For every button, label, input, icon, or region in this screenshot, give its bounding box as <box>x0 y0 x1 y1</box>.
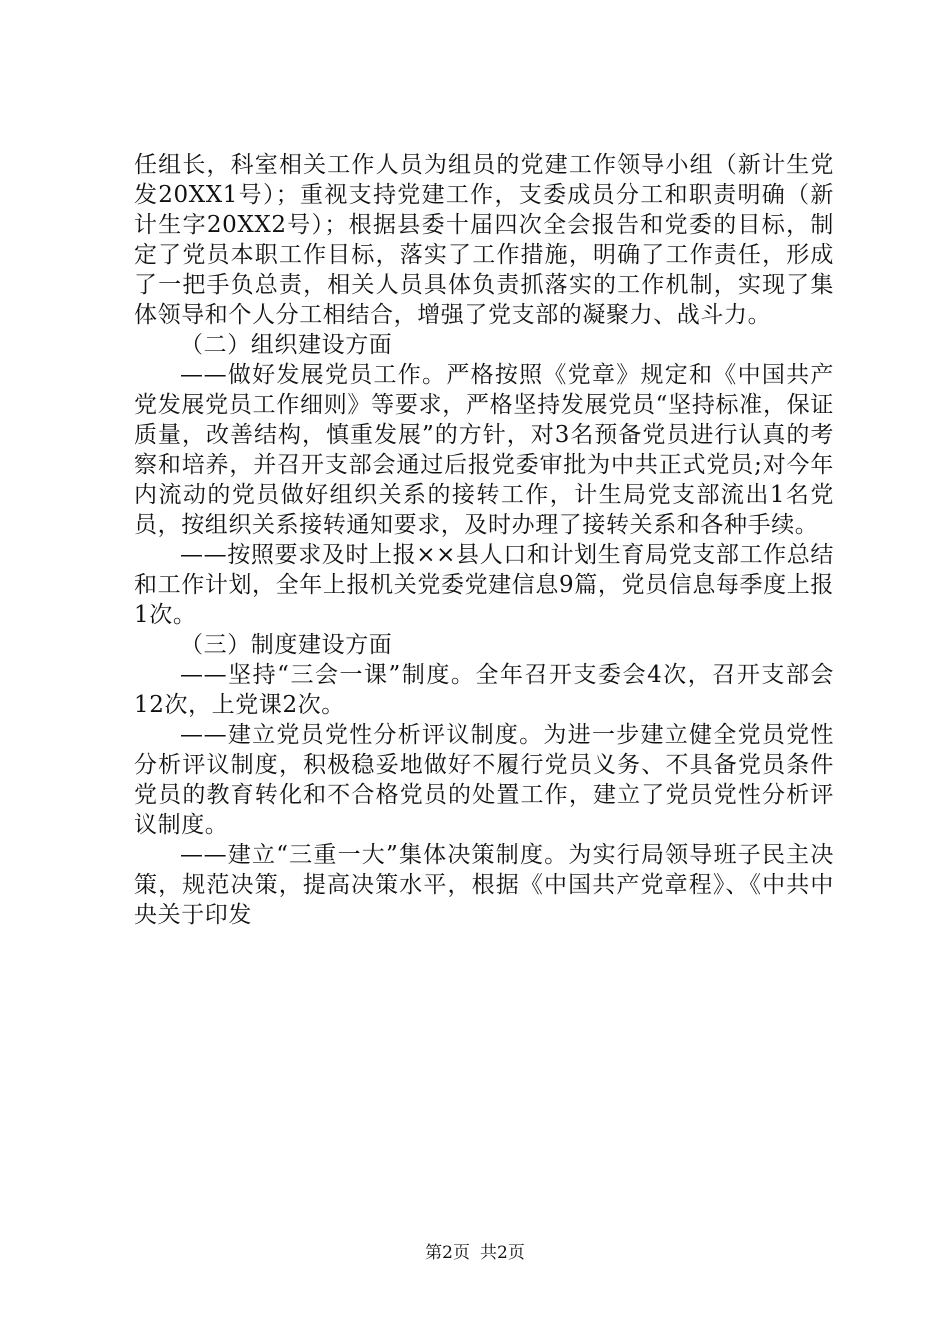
page-number: 第2页 <box>425 1243 470 1263</box>
document-body <box>134 150 834 930</box>
paragraph-collective-decision: ——建立“三重一大”集体决策制度。为实行局领导班子民主决策，规范决策，提高决策水平，根据《中国共产党章程》、《中共中央关于印发 <box>134 842 834 928</box>
page-footer <box>0 1242 950 1264</box>
paragraph-three-meetings: ——坚持“三会一课”制度。全年召开支委会4次，召开支部会12次，上党课2次。 <box>134 662 834 718</box>
paragraph-1: 任组长，科室相关工作人员为组员的党建工作领导小组（新计生党发20XX1号）；重视支持党建工作，支委成员分工和职责明确（新计生字20XX2号）；根据县委十届四次全会报告和党委的目标，制定了党员本职工作目标，落实了工作措施，明确了工作责任，形成了一把手负总责，相关人员具体负责抓落实的工作机制，实现了集体领导和个人分工相结合，增强了党支部的凝聚力、战斗力。 <box>134 152 834 328</box>
page-total: 共2页 <box>480 1243 525 1263</box>
paragraph-party-member-development: ——做好发展党员工作。严格按照《党章》规定和《中国共产党发展党员工作细则》等要求，严格坚持发展党员“坚持标准，保证质量，改善结构，慎重发展”的方针，对3名预备党员进行认真的考察和培养，并召开支部会通过后报党委审批为中共正式党员;对今年内流动的党员做好组织关系的接转工作，计生局党支部流出1名党员，按组织关系接转通知要求，及时办理了接转关系和各种手续。 <box>134 362 834 538</box>
section-heading-system: （三）制度建设方面 <box>180 632 393 658</box>
section-heading-organization: （二）组织建设方面 <box>180 332 393 358</box>
paragraph-party-evaluation: ——建立党员党性分析评议制度。为进一步建立健全党员党性分析评议制度，积极稳妥地做好不履行党员义务、不具备党员条件党员的教育转化和不合格党员的处置工作，建立了党员党性分析评议制度。 <box>134 722 834 838</box>
paragraph-reporting: ——按照要求及时上报××县人口和计划生育局党支部工作总结和工作计划，全年上报机关党委党建信息9篇，党员信息每季度上报1次。 <box>134 542 834 628</box>
